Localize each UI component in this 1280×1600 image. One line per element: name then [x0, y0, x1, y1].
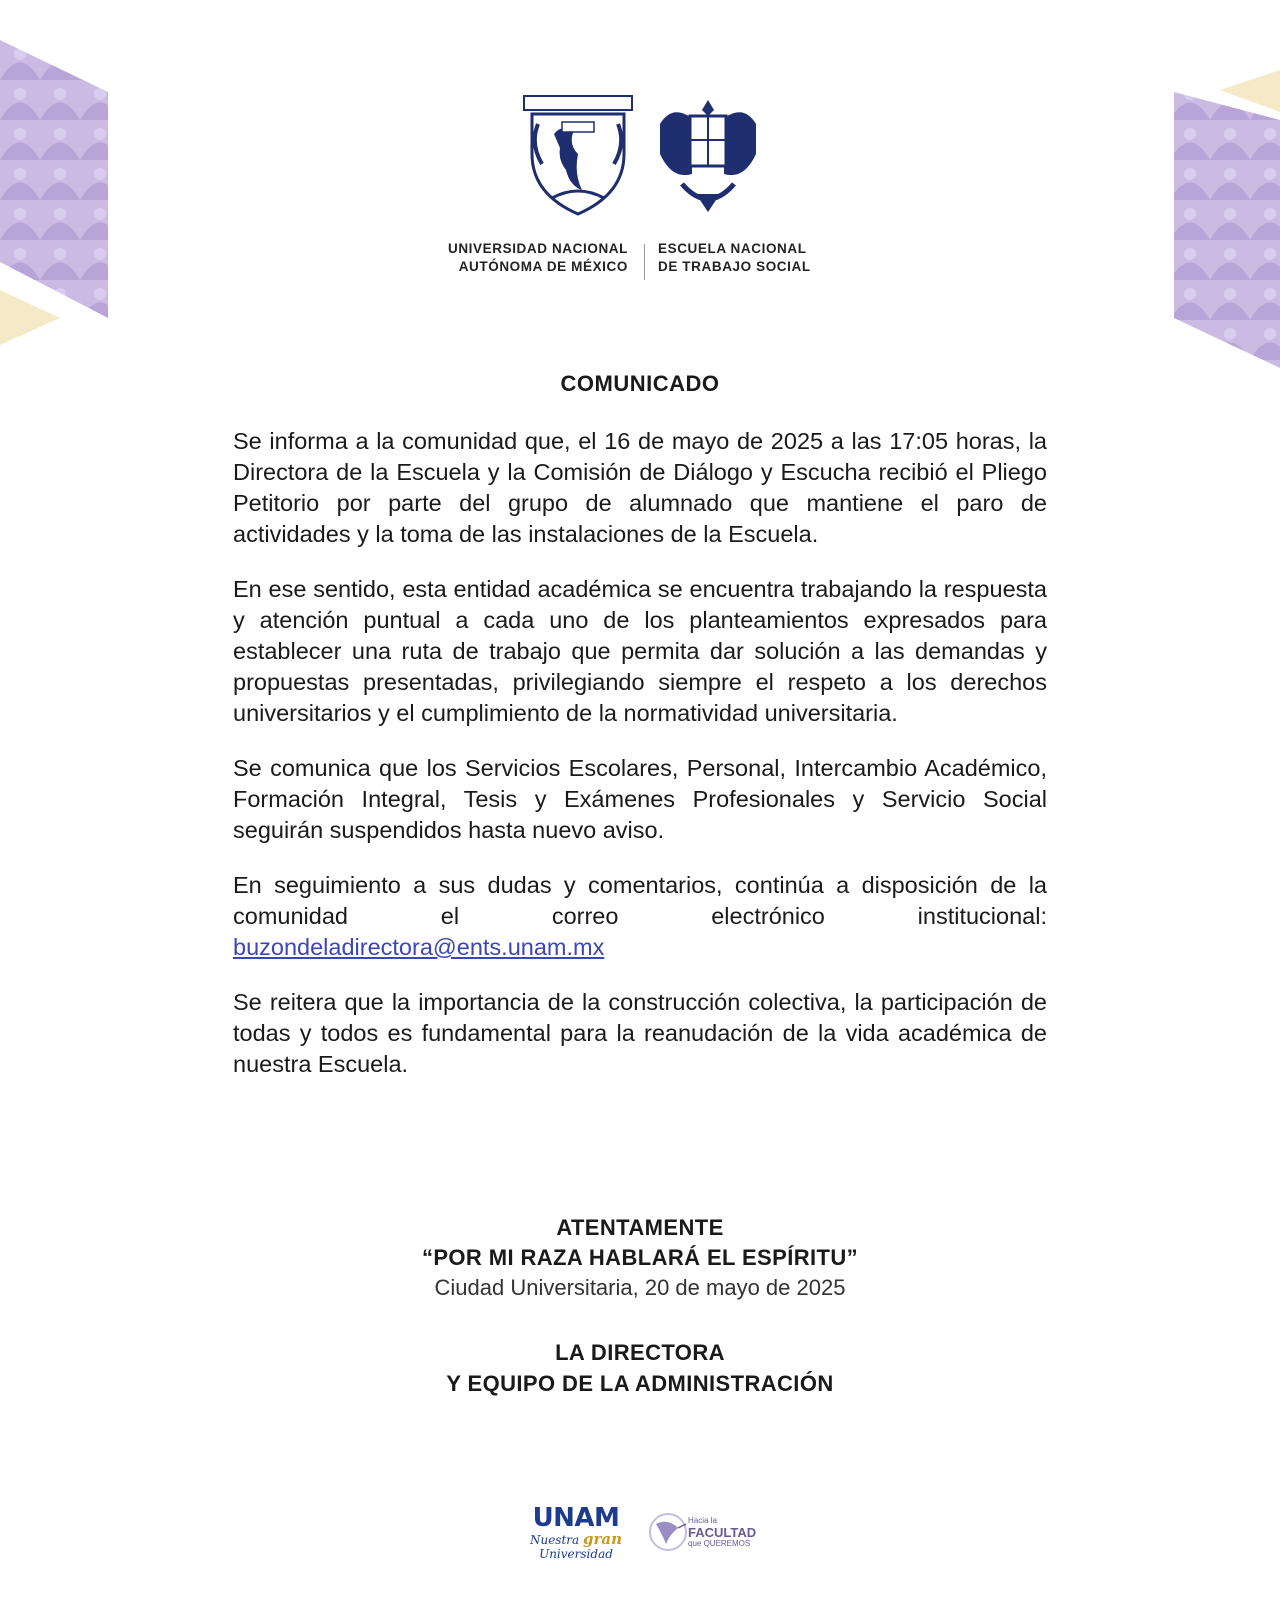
faculty-logo: Hacia la FACULTAD que QUEREMOS [648, 1504, 758, 1564]
footer-logos [0, 1500, 1280, 1570]
paragraph-5: Se reitera que la importancia de la construcción colectiva, la participación de todas y todos es fundamental para la reanudación de la vida académica de nuestra Escuela. [233, 989, 1047, 1077]
paragraph-2: En ese sentido, esta entidad académica se encuentra trabajando la respuesta y atención puntual a cada uno de los planteamientos expresados para establecer una ruta de trabajo que permita dar solución a las demandas y propuestas presentadas, privilegiando siempre el respeto a los derechos universitarios y el cumplimiento de la normatividad universitaria. [233, 576, 1047, 726]
signature-line-1: LA DIRECTORA [555, 1340, 725, 1365]
signature-line-2: Y EQUIPO DE LA ADMINISTRACIÓN [446, 1371, 834, 1396]
document-title: COMUNICADO [560, 371, 720, 396]
ents-crest-icon [652, 94, 764, 218]
paragraph-3: Se comunica que los Servicios Escolares, Personal, Intercambio Académico, Formación Integral, Tesis y Exámenes Profesionales y Servicio Social seguirán suspendidos hasta nuevo aviso. [233, 755, 1047, 843]
closing-line-1: ATENTAMENTE [556, 1215, 724, 1240]
document-body [233, 426, 1047, 1104]
place-date: Ciudad Universitaria, 20 de mayo de 2025 [434, 1275, 846, 1300]
institution-unam: UNIVERSIDAD NACIONAL AUTÓNOMA DE MÉXICO [447, 241, 628, 274]
signature-block [0, 1337, 1280, 1399]
letterhead [0, 88, 1280, 288]
paragraph-4-text: En seguimiento a sus dudas y comentarios, continúa a disposición de la comunidad el correo electrónico institucional: [233, 872, 1047, 929]
unam-logo: UNAM Nuestra gran Universidad [529, 1503, 623, 1561]
institution-ents: ESCUELA NACIONAL DE TRABAJO SOCIAL [658, 241, 811, 274]
hummingbird-icon [648, 1504, 688, 1564]
email-link[interactable]: buzondeladirectora@ents.unam.mx [233, 934, 605, 960]
paragraph-4 [233, 870, 1047, 963]
header-divider [644, 244, 645, 280]
unam-crest-icon [522, 94, 634, 218]
closing-motto: “POR MI RAZA HABLARÁ EL ESPÍRITU” [421, 1245, 859, 1270]
paragraph-1: Se informa a la comunidad que, el 16 de mayo de 2025 a las 17:05 horas, la Directora de la Escuela y la Comisión de Diálogo y Escucha recibió el Pliego Petitorio por parte del grupo de alumnado que mantiene el paro de actividades y la toma de las instalaciones de la Escuela. [233, 428, 1047, 547]
closing-block [0, 1213, 1280, 1303]
